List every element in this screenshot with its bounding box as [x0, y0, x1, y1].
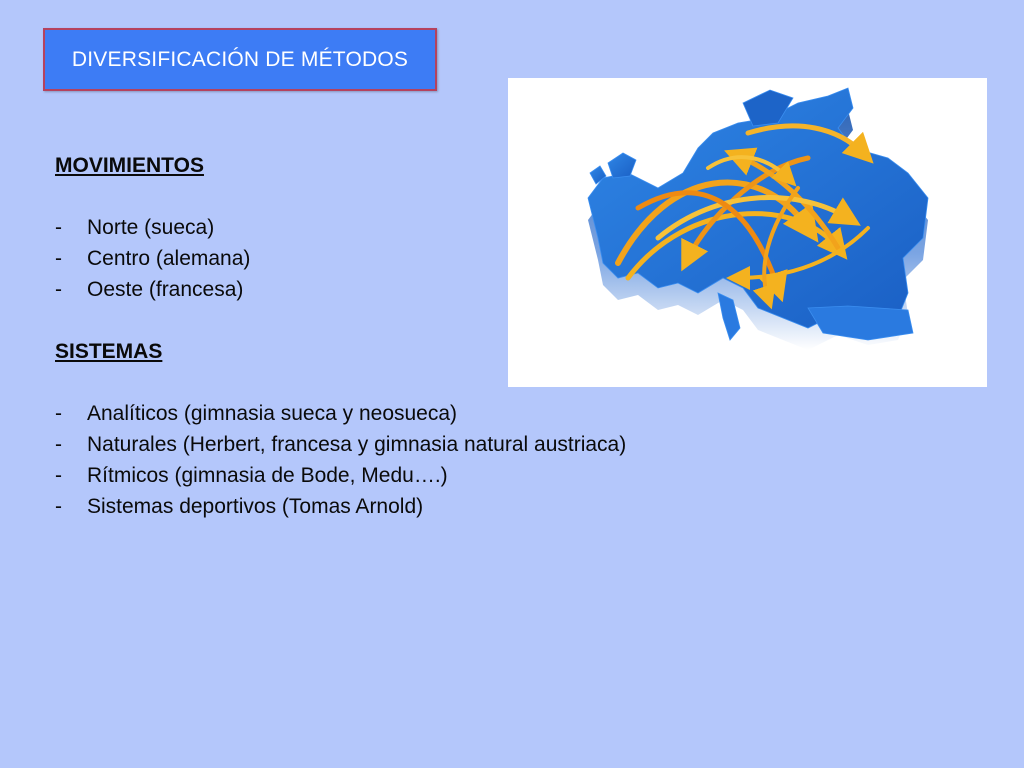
list-item-text: Norte (sueca): [87, 216, 215, 239]
systems-list: [55, 398, 755, 522]
list-item-text: Analíticos (gimnasia sueca y neosueca): [87, 402, 458, 425]
dash-bullet: -: [55, 247, 62, 270]
dash-bullet: -: [55, 402, 62, 425]
list-item: [55, 398, 755, 429]
list-item-text: Rítmicos (gimnasia de Bode, Medu….): [87, 464, 448, 487]
dash-bullet: -: [55, 278, 62, 301]
dash-bullet: -: [55, 464, 62, 487]
systems-heading: SISTEMAS: [55, 340, 163, 363]
dash-bullet: -: [55, 495, 62, 518]
list-item: [55, 460, 755, 491]
slide-title: DIVERSIFICACIÓN DE MÉTODOS: [71, 47, 409, 71]
list-item-text: Oeste (francesa): [87, 278, 244, 301]
europe-map-with-arrows-icon: [508, 78, 987, 387]
movements-heading: MOVIMIENTOS: [55, 154, 204, 177]
dash-bullet: -: [55, 216, 62, 239]
dash-bullet: -: [55, 433, 62, 456]
list-item-text: Naturales (Herbert, francesa y gimnasia natural austriaca): [87, 433, 627, 456]
list-item: [55, 491, 755, 522]
list-item-text: Sistemas deportivos (Tomas Arnold): [87, 495, 424, 518]
list-item-text: Centro (alemana): [87, 247, 251, 270]
title-box: [43, 28, 437, 91]
europe-map-image: [508, 78, 987, 387]
list-item: [55, 429, 755, 460]
